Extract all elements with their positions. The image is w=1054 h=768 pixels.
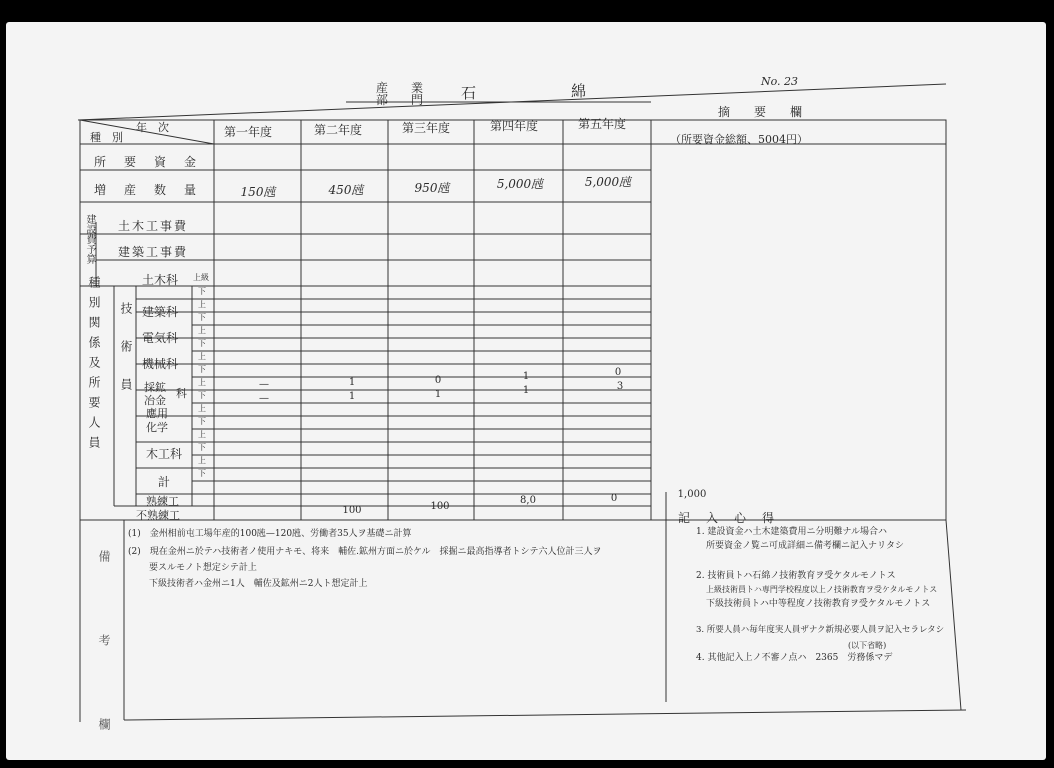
- year-4-header: 第四年度: [490, 119, 539, 133]
- row-label-mechanical: 機械科: [142, 357, 179, 371]
- corner-header-year: 年 次: [136, 121, 169, 134]
- note-line-3: 要スルモノト想定シテ計上: [149, 563, 257, 573]
- instruction-3-note: (以下省略): [848, 641, 887, 650]
- mining-upper-year-4: 1: [522, 371, 530, 382]
- instruction-1b: 所要資金ノ覧ニ可成詳細ニ備考欄ニ記入ナリタシ: [706, 541, 905, 551]
- row-group-construction: 建設費予算: [84, 214, 95, 264]
- row-label-civil-works: 土木工事費: [118, 219, 189, 233]
- unskilled-year-2: 100: [430, 501, 450, 512]
- row-label-architecture: 建築科: [142, 305, 179, 319]
- marker-up-5: 上: [198, 378, 206, 387]
- row-label-mining-1: 採鉱: [144, 381, 166, 394]
- corner-header-type: 種 別: [90, 131, 123, 144]
- row-label-chem-1: 應用: [146, 407, 168, 420]
- title-bottom-2: 門: [411, 93, 424, 107]
- marker-upper-level: 上級: [193, 273, 209, 282]
- notes-label: 備 考 欄: [97, 550, 111, 760]
- row-label-electrical: 電気科: [142, 331, 179, 345]
- mining-lower-year-5: 3: [616, 381, 624, 392]
- row-label-civil-eng: 土木科: [142, 273, 179, 287]
- title-bottom-1: 部: [376, 93, 389, 107]
- row-label-mining-2: 冶金: [144, 394, 166, 407]
- row-label-skilled: 熟練工: [146, 495, 179, 508]
- title-top-1: 産: [376, 81, 389, 95]
- mining-lower-year-4: 1: [522, 385, 530, 396]
- remark-capital-total: （所要資金総額、5004円）: [670, 133, 808, 146]
- capacity-year-5: 5,000瓲: [584, 175, 632, 189]
- marker-up-6: 上: [198, 404, 206, 413]
- row-group-personnel: 種別関係及所要人員: [87, 276, 101, 456]
- capacity-year-2: 450瓲: [328, 183, 364, 197]
- mining-upper-year-1: —: [259, 379, 269, 390]
- marker-up-8: 上: [198, 456, 206, 465]
- year-5-header: 第五年度: [578, 117, 627, 131]
- year-3-header: 第三年度: [402, 121, 451, 135]
- row-label-capacity: 増 産 数 量: [94, 183, 200, 197]
- document-number: No. 23: [761, 75, 799, 88]
- marker-down-4: 下: [198, 365, 206, 374]
- year-2-header: 第二年度: [314, 123, 363, 137]
- instruction-2c: 下級技術員トハ中等程度ノ技術教育ヲ受ケタルモノトス: [706, 599, 931, 609]
- marker-up-3: 上: [198, 326, 206, 335]
- capacity-year-1: 150瓲: [240, 185, 276, 199]
- marker-down-6: 下: [198, 417, 206, 426]
- row-label-mining-suffix: 科: [176, 387, 187, 400]
- capacity-year-4: 5,000瓲: [496, 177, 544, 191]
- marker-down-2: 下: [198, 313, 206, 322]
- mining-lower-year-3: 1: [434, 389, 442, 400]
- note-line-4: 下級技術者ハ金州ニ1人 輔佐及鉱州ニ2人ト想定計上: [149, 579, 368, 589]
- instructions-heading: 記 入 心 得: [678, 511, 777, 525]
- row-label-chem-2: 化学: [146, 421, 168, 434]
- title-name-1: 石: [461, 84, 477, 102]
- unskilled-year-5: 1,000: [677, 489, 707, 500]
- marker-up-4: 上: [198, 352, 206, 361]
- marker-down-3: 下: [198, 339, 206, 348]
- instruction-1a: 1. 建設資金ハ土木建築費用ニ分明難ナル場合ハ: [696, 527, 887, 537]
- unskilled-year-3: 8,0: [520, 495, 536, 506]
- mining-upper-year-3: 0: [434, 375, 442, 386]
- marker-up-2: 上: [198, 300, 206, 309]
- title-top-2: 業: [411, 81, 424, 95]
- unskilled-year-4: 0: [610, 493, 618, 504]
- marker-down-5: 下: [198, 391, 206, 400]
- row-label-subtotal: 計: [158, 475, 171, 489]
- mining-lower-year-2: 1: [348, 391, 356, 402]
- instruction-2b: 上級技術員トハ専門学校程度以上ノ技術教育ヲ受ケタルモノトス: [706, 585, 938, 594]
- title-name-2: 綿: [571, 82, 587, 100]
- instruction-4: 4. 其他記入上ノ不審ノ点ハ 2365 労務係マデ: [696, 653, 893, 663]
- marker-down-7: 下: [198, 443, 206, 452]
- document-sheet: [6, 22, 1046, 760]
- capacity-year-3: 950瓲: [414, 181, 450, 195]
- mining-lower-year-1: —: [259, 393, 269, 404]
- marker-down-8: 下: [198, 469, 206, 478]
- mining-upper-year-5: 0: [614, 367, 622, 378]
- marker-down-1: 下: [198, 287, 206, 296]
- instruction-2a: 2. 技術員トハ石綿ノ技術教育ヲ受ケタルモノトス: [696, 571, 896, 581]
- mining-upper-year-2: 1: [348, 377, 356, 388]
- unskilled-year-1: 100: [342, 505, 362, 516]
- remarks-header: 摘 要 欄: [718, 105, 803, 119]
- note-line-2: (2) 現在金州ニ於テハ技術者ノ使用ナキモ、将来 輔佐.鉱州方面ニ於ケル 採掘ニ最高指導者トシテ六人位計三人ヲ: [128, 547, 602, 557]
- row-group-technicians: 技術員: [119, 302, 133, 416]
- marker-up-7: 上: [198, 430, 206, 439]
- row-label-building-works: 建築工事費: [118, 245, 189, 259]
- row-label-woodwork: 木工科: [146, 447, 183, 461]
- note-line-1: (1) 金州相前屯工場年産的100瓲—120瓲、労働者35人ヲ基礎ニ計算: [128, 529, 412, 539]
- row-label-unskilled: 不熟練工: [136, 509, 180, 522]
- year-1-header: 第一年度: [224, 125, 273, 139]
- instruction-3: 3. 所要人員ハ毎年度実人員ザナク新規必要人員ヲ記入セラレタシ: [696, 625, 945, 635]
- row-label-capital: 所 要 資 金: [94, 155, 200, 169]
